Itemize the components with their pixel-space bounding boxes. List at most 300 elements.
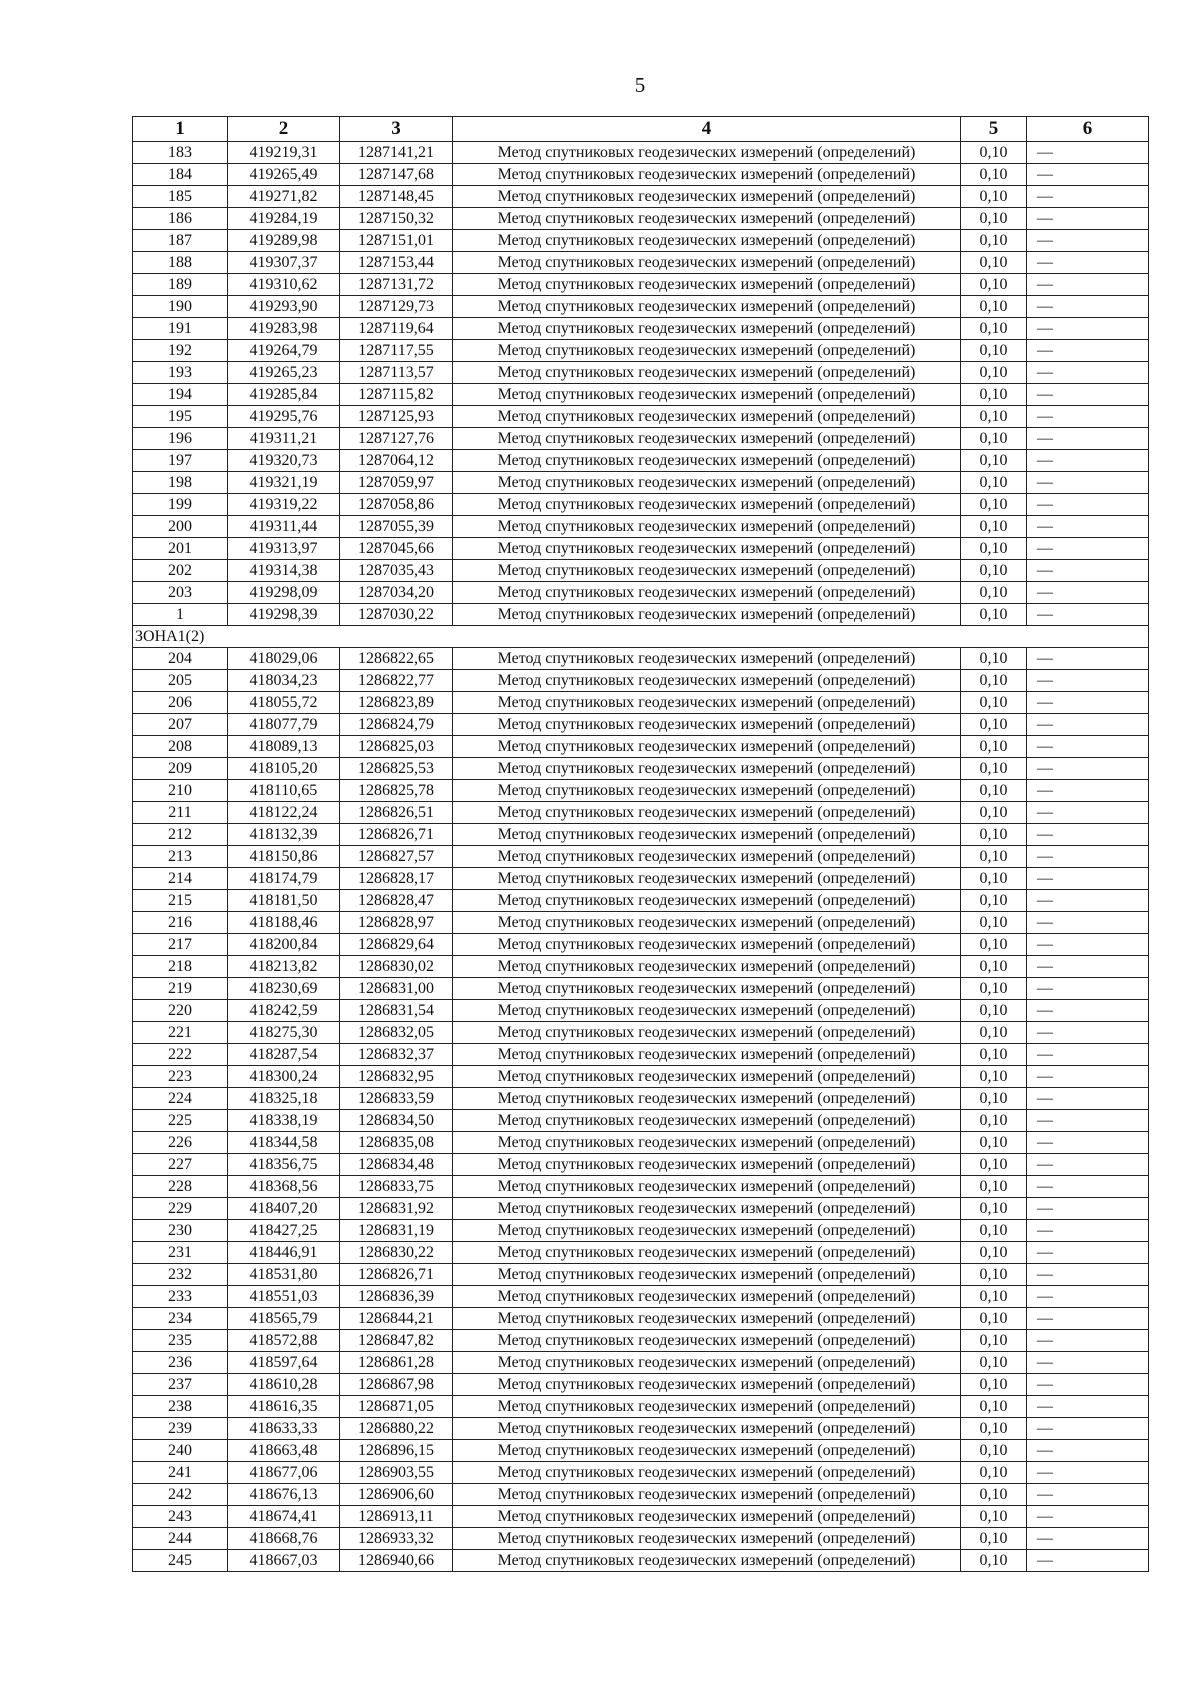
description-cell: —: [1027, 252, 1149, 274]
accuracy-cell: 0,10: [961, 1418, 1027, 1440]
description-cell: —: [1027, 538, 1149, 560]
method-cell: Метод спутниковых геодезических измерений (определений): [453, 208, 961, 230]
table-row: [133, 1022, 1149, 1044]
table-row: [133, 1264, 1149, 1286]
accuracy-cell: 0,10: [961, 1000, 1027, 1022]
x-coordinate-cell: 418663,48: [228, 1440, 340, 1462]
y-coordinate-cell: 1287127,76: [340, 428, 453, 450]
method-cell: Метод спутниковых геодезических измерений (определений): [453, 802, 961, 824]
point-number-cell: 208: [133, 736, 228, 758]
table-row: [133, 1440, 1149, 1462]
y-coordinate-cell: 1286831,19: [340, 1220, 453, 1242]
method-cell: Метод спутниковых геодезических измерений (определений): [453, 846, 961, 868]
method-cell: Метод спутниковых геодезических измерений (определений): [453, 318, 961, 340]
description-cell: —: [1027, 912, 1149, 934]
table-row: [133, 1154, 1149, 1176]
y-coordinate-cell: 1286826,71: [340, 824, 453, 846]
x-coordinate-cell: 419307,37: [228, 252, 340, 274]
table-row: [133, 824, 1149, 846]
description-cell: —: [1027, 780, 1149, 802]
y-coordinate-cell: 1286826,51: [340, 802, 453, 824]
accuracy-cell: 0,10: [961, 1462, 1027, 1484]
description-cell: —: [1027, 1154, 1149, 1176]
accuracy-cell: 0,10: [961, 978, 1027, 1000]
description-cell: —: [1027, 472, 1149, 494]
y-coordinate-cell: 1287131,72: [340, 274, 453, 296]
accuracy-cell: 0,10: [961, 1330, 1027, 1352]
y-coordinate-cell: 1287125,93: [340, 406, 453, 428]
description-cell: —: [1027, 1330, 1149, 1352]
method-cell: Метод спутниковых геодезических измерений (определений): [453, 1022, 961, 1044]
x-coordinate-cell: 418674,41: [228, 1506, 340, 1528]
table-row: [133, 494, 1149, 516]
point-number-cell: 241: [133, 1462, 228, 1484]
description-cell: —: [1027, 1418, 1149, 1440]
y-coordinate-cell: 1286880,22: [340, 1418, 453, 1440]
method-cell: Метод спутниковых геодезических измерений (определений): [453, 1396, 961, 1418]
y-coordinate-cell: 1286826,71: [340, 1264, 453, 1286]
y-coordinate-cell: 1286823,89: [340, 692, 453, 714]
y-coordinate-cell: 1287035,43: [340, 560, 453, 582]
point-number-cell: 186: [133, 208, 228, 230]
point-number-cell: 199: [133, 494, 228, 516]
description-cell: —: [1027, 1066, 1149, 1088]
accuracy-cell: 0,10: [961, 538, 1027, 560]
method-cell: Метод спутниковых геодезических измерений (определений): [453, 934, 961, 956]
x-coordinate-cell: 418551,03: [228, 1286, 340, 1308]
point-number-cell: 236: [133, 1352, 228, 1374]
table-row: [133, 516, 1149, 538]
accuracy-cell: 0,10: [961, 1352, 1027, 1374]
x-coordinate-cell: 418077,79: [228, 714, 340, 736]
table-row: [133, 1374, 1149, 1396]
x-coordinate-cell: 418110,65: [228, 780, 340, 802]
table-row: [133, 274, 1149, 296]
point-number-cell: 203: [133, 582, 228, 604]
method-cell: Метод спутниковых геодезических измерений (определений): [453, 824, 961, 846]
point-number-cell: 194: [133, 384, 228, 406]
x-coordinate-cell: 419271,82: [228, 186, 340, 208]
y-coordinate-cell: 1287141,21: [340, 142, 453, 164]
method-cell: Метод спутниковых геодезических измерений (определений): [453, 1220, 961, 1242]
table-row: [133, 670, 1149, 692]
table-row: [133, 692, 1149, 714]
accuracy-cell: 0,10: [961, 890, 1027, 912]
accuracy-cell: 0,10: [961, 142, 1027, 164]
description-cell: —: [1027, 978, 1149, 1000]
point-number-cell: 231: [133, 1242, 228, 1264]
y-coordinate-cell: 1286830,02: [340, 956, 453, 978]
point-number-cell: 1: [133, 604, 228, 626]
point-number-cell: 190: [133, 296, 228, 318]
point-number-cell: 188: [133, 252, 228, 274]
method-cell: Метод спутниковых геодезических измерений (определений): [453, 1132, 961, 1154]
description-cell: —: [1027, 604, 1149, 626]
method-cell: Метод спутниковых геодезических измерений (определений): [453, 560, 961, 582]
point-number-cell: 202: [133, 560, 228, 582]
accuracy-cell: 0,10: [961, 1044, 1027, 1066]
y-coordinate-cell: 1287034,20: [340, 582, 453, 604]
x-coordinate-cell: 418132,39: [228, 824, 340, 846]
y-coordinate-cell: 1287064,12: [340, 450, 453, 472]
description-cell: —: [1027, 406, 1149, 428]
method-cell: Метод спутниковых геодезических измерений (определений): [453, 714, 961, 736]
point-number-cell: 205: [133, 670, 228, 692]
x-coordinate-cell: 419314,38: [228, 560, 340, 582]
y-coordinate-cell: 1286828,47: [340, 890, 453, 912]
method-cell: Метод спутниковых геодезических измерений (определений): [453, 406, 961, 428]
method-cell: Метод спутниковых геодезических измерений (определений): [453, 582, 961, 604]
y-coordinate-cell: 1287113,57: [340, 362, 453, 384]
description-cell: —: [1027, 450, 1149, 472]
table-row: [133, 1242, 1149, 1264]
accuracy-cell: 0,10: [961, 164, 1027, 186]
x-coordinate-cell: 418300,24: [228, 1066, 340, 1088]
table-row: [133, 1000, 1149, 1022]
method-cell: Метод спутниковых геодезических измерений (определений): [453, 472, 961, 494]
method-cell: Метод спутниковых геодезических измерений (определений): [453, 252, 961, 274]
description-cell: —: [1027, 736, 1149, 758]
method-cell: Метод спутниковых геодезических измерений (определений): [453, 1550, 961, 1572]
y-coordinate-cell: 1286825,53: [340, 758, 453, 780]
accuracy-cell: 0,10: [961, 1242, 1027, 1264]
accuracy-cell: 0,10: [961, 802, 1027, 824]
accuracy-cell: 0,10: [961, 1396, 1027, 1418]
accuracy-cell: 0,10: [961, 406, 1027, 428]
point-number-cell: 240: [133, 1440, 228, 1462]
table-row: [133, 318, 1149, 340]
method-cell: Метод спутниковых геодезических измерений (определений): [453, 780, 961, 802]
point-number-cell: 237: [133, 1374, 228, 1396]
method-cell: Метод спутниковых геодезических измерений (определений): [453, 450, 961, 472]
x-coordinate-cell: 418668,76: [228, 1528, 340, 1550]
x-coordinate-cell: 419265,23: [228, 362, 340, 384]
method-cell: Метод спутниковых геодезических измерений (определений): [453, 1374, 961, 1396]
description-cell: —: [1027, 142, 1149, 164]
x-coordinate-cell: 419283,98: [228, 318, 340, 340]
point-number-cell: 245: [133, 1550, 228, 1572]
header-col-5: 5: [961, 117, 1027, 142]
method-cell: Метод спутниковых геодезических измерений (определений): [453, 296, 961, 318]
description-cell: —: [1027, 1198, 1149, 1220]
table-row: [133, 978, 1149, 1000]
x-coordinate-cell: 419293,90: [228, 296, 340, 318]
accuracy-cell: 0,10: [961, 1484, 1027, 1506]
method-cell: Метод спутниковых геодезических измерений (определений): [453, 1506, 961, 1528]
table-row: [133, 1198, 1149, 1220]
description-cell: —: [1027, 1308, 1149, 1330]
x-coordinate-cell: 418089,13: [228, 736, 340, 758]
table-body: [133, 142, 1149, 1572]
point-number-cell: 195: [133, 406, 228, 428]
point-number-cell: 235: [133, 1330, 228, 1352]
x-coordinate-cell: 418105,20: [228, 758, 340, 780]
method-cell: Метод спутниковых геодезических измерений (определений): [453, 978, 961, 1000]
x-coordinate-cell: 418610,28: [228, 1374, 340, 1396]
description-cell: —: [1027, 1352, 1149, 1374]
accuracy-cell: 0,10: [961, 758, 1027, 780]
table-row: [133, 186, 1149, 208]
method-cell: Метод спутниковых геодезических измерений (определений): [453, 384, 961, 406]
y-coordinate-cell: 1287059,97: [340, 472, 453, 494]
x-coordinate-cell: 418446,91: [228, 1242, 340, 1264]
y-coordinate-cell: 1287117,55: [340, 340, 453, 362]
point-number-cell: 217: [133, 934, 228, 956]
description-cell: —: [1027, 956, 1149, 978]
accuracy-cell: 0,10: [961, 1286, 1027, 1308]
y-coordinate-cell: 1287129,73: [340, 296, 453, 318]
x-coordinate-cell: 419265,49: [228, 164, 340, 186]
x-coordinate-cell: 419311,44: [228, 516, 340, 538]
accuracy-cell: 0,10: [961, 1374, 1027, 1396]
method-cell: Метод спутниковых геодезических измерений (определений): [453, 1198, 961, 1220]
point-number-cell: 232: [133, 1264, 228, 1286]
y-coordinate-cell: 1286913,11: [340, 1506, 453, 1528]
table-row: [133, 1044, 1149, 1066]
table-row: [133, 1330, 1149, 1352]
x-coordinate-cell: 418565,79: [228, 1308, 340, 1330]
table-row: [133, 1220, 1149, 1242]
y-coordinate-cell: 1286861,28: [340, 1352, 453, 1374]
method-cell: Метод спутниковых геодезических измерений (определений): [453, 1176, 961, 1198]
zone-row-blank: [228, 626, 1149, 648]
point-number-cell: 187: [133, 230, 228, 252]
y-coordinate-cell: 1286835,08: [340, 1132, 453, 1154]
description-cell: —: [1027, 1506, 1149, 1528]
y-coordinate-cell: 1287058,86: [340, 494, 453, 516]
zone-label: ЗОНА1(2): [133, 626, 228, 648]
description-cell: —: [1027, 428, 1149, 450]
table-row: [133, 736, 1149, 758]
x-coordinate-cell: 418029,06: [228, 648, 340, 670]
accuracy-cell: 0,10: [961, 1022, 1027, 1044]
table-header: [133, 117, 1149, 142]
x-coordinate-cell: 419319,22: [228, 494, 340, 516]
accuracy-cell: 0,10: [961, 1198, 1027, 1220]
table-row: [133, 1462, 1149, 1484]
accuracy-cell: 0,10: [961, 450, 1027, 472]
method-cell: Метод спутниковых геодезических измерений (определений): [453, 428, 961, 450]
point-number-cell: 192: [133, 340, 228, 362]
description-cell: —: [1027, 1022, 1149, 1044]
description-cell: —: [1027, 1440, 1149, 1462]
accuracy-cell: 0,10: [961, 230, 1027, 252]
accuracy-cell: 0,10: [961, 318, 1027, 340]
table-row: [133, 1132, 1149, 1154]
table-row: [133, 1396, 1149, 1418]
table-row: [133, 472, 1149, 494]
y-coordinate-cell: 1287055,39: [340, 516, 453, 538]
y-coordinate-cell: 1286833,59: [340, 1088, 453, 1110]
method-cell: Метод спутниковых геодезических измерений (определений): [453, 890, 961, 912]
table-row: [133, 538, 1149, 560]
y-coordinate-cell: 1286824,79: [340, 714, 453, 736]
y-coordinate-cell: 1286832,95: [340, 1066, 453, 1088]
y-coordinate-cell: 1286903,55: [340, 1462, 453, 1484]
table-row: [133, 934, 1149, 956]
method-cell: Метод спутниковых геодезических измерений (определений): [453, 1330, 961, 1352]
method-cell: Метод спутниковых геодезических измерений (определений): [453, 956, 961, 978]
accuracy-cell: 0,10: [961, 1154, 1027, 1176]
method-cell: Метод спутниковых геодезических измерений (определений): [453, 1088, 961, 1110]
point-number-cell: 201: [133, 538, 228, 560]
description-cell: —: [1027, 1264, 1149, 1286]
x-coordinate-cell: 419321,19: [228, 472, 340, 494]
method-cell: Метод спутниковых геодезических измерений (определений): [453, 1308, 961, 1330]
x-coordinate-cell: 419295,76: [228, 406, 340, 428]
description-cell: —: [1027, 1374, 1149, 1396]
accuracy-cell: 0,10: [961, 582, 1027, 604]
description-cell: —: [1027, 186, 1149, 208]
description-cell: —: [1027, 1088, 1149, 1110]
description-cell: —: [1027, 1528, 1149, 1550]
y-coordinate-cell: 1287147,68: [340, 164, 453, 186]
header-col-4: 4: [453, 117, 961, 142]
x-coordinate-cell: 418572,88: [228, 1330, 340, 1352]
x-coordinate-cell: 419298,09: [228, 582, 340, 604]
table-row: [133, 1110, 1149, 1132]
point-number-cell: 229: [133, 1198, 228, 1220]
description-cell: —: [1027, 692, 1149, 714]
point-number-cell: 228: [133, 1176, 228, 1198]
y-coordinate-cell: 1286847,82: [340, 1330, 453, 1352]
y-coordinate-cell: 1286828,17: [340, 868, 453, 890]
point-number-cell: 218: [133, 956, 228, 978]
table-row: [133, 802, 1149, 824]
description-cell: —: [1027, 1220, 1149, 1242]
description-cell: —: [1027, 1396, 1149, 1418]
accuracy-cell: 0,10: [961, 1220, 1027, 1242]
x-coordinate-cell: 418338,19: [228, 1110, 340, 1132]
accuracy-cell: 0,10: [961, 1066, 1027, 1088]
y-coordinate-cell: 1286836,39: [340, 1286, 453, 1308]
description-cell: —: [1027, 516, 1149, 538]
method-cell: Метод спутниковых геодезических измерений (определений): [453, 1352, 961, 1374]
description-cell: —: [1027, 362, 1149, 384]
y-coordinate-cell: 1286832,37: [340, 1044, 453, 1066]
accuracy-cell: 0,10: [961, 604, 1027, 626]
y-coordinate-cell: 1286828,97: [340, 912, 453, 934]
x-coordinate-cell: 418427,25: [228, 1220, 340, 1242]
table-row: [133, 846, 1149, 868]
method-cell: Метод спутниковых геодезических измерений (определений): [453, 516, 961, 538]
method-cell: Метод спутниковых геодезических измерений (определений): [453, 868, 961, 890]
description-cell: —: [1027, 1044, 1149, 1066]
table-row: [133, 780, 1149, 802]
accuracy-cell: 0,10: [961, 956, 1027, 978]
accuracy-cell: 0,10: [961, 516, 1027, 538]
point-number-cell: 215: [133, 890, 228, 912]
accuracy-cell: 0,10: [961, 846, 1027, 868]
accuracy-cell: 0,10: [961, 1264, 1027, 1286]
y-coordinate-cell: 1286831,92: [340, 1198, 453, 1220]
table-row: [133, 1352, 1149, 1374]
point-number-cell: 221: [133, 1022, 228, 1044]
accuracy-cell: 0,10: [961, 428, 1027, 450]
method-cell: Метод спутниковых геодезических измерений (определений): [453, 538, 961, 560]
accuracy-cell: 0,10: [961, 252, 1027, 274]
x-coordinate-cell: 419284,19: [228, 208, 340, 230]
point-number-cell: 200: [133, 516, 228, 538]
accuracy-cell: 0,10: [961, 186, 1027, 208]
x-coordinate-cell: 418676,13: [228, 1484, 340, 1506]
description-cell: —: [1027, 318, 1149, 340]
y-coordinate-cell: 1287150,32: [340, 208, 453, 230]
x-coordinate-cell: 419298,39: [228, 604, 340, 626]
point-number-cell: 243: [133, 1506, 228, 1528]
header-col-2: 2: [228, 117, 340, 142]
table-row: [133, 142, 1149, 164]
method-cell: Метод спутниковых геодезических измерений (определений): [453, 1418, 961, 1440]
description-cell: —: [1027, 934, 1149, 956]
accuracy-cell: 0,10: [961, 1528, 1027, 1550]
accuracy-cell: 0,10: [961, 1506, 1027, 1528]
description-cell: —: [1027, 296, 1149, 318]
description-cell: —: [1027, 802, 1149, 824]
accuracy-cell: 0,10: [961, 1308, 1027, 1330]
point-number-cell: 220: [133, 1000, 228, 1022]
table-row: [133, 450, 1149, 472]
y-coordinate-cell: 1286896,15: [340, 1440, 453, 1462]
accuracy-cell: 0,10: [961, 494, 1027, 516]
point-number-cell: 196: [133, 428, 228, 450]
x-coordinate-cell: 418616,35: [228, 1396, 340, 1418]
x-coordinate-cell: 418188,46: [228, 912, 340, 934]
y-coordinate-cell: 1286833,75: [340, 1176, 453, 1198]
table-row: [133, 758, 1149, 780]
accuracy-cell: 0,10: [961, 208, 1027, 230]
point-number-cell: 184: [133, 164, 228, 186]
table-row: [133, 164, 1149, 186]
table-row: [133, 560, 1149, 582]
x-coordinate-cell: 418531,80: [228, 1264, 340, 1286]
header-col-3: 3: [340, 117, 453, 142]
y-coordinate-cell: 1286834,50: [340, 1110, 453, 1132]
point-number-cell: 230: [133, 1220, 228, 1242]
table-row: [133, 1286, 1149, 1308]
accuracy-cell: 0,10: [961, 1550, 1027, 1572]
method-cell: Метод спутниковых геодезических измерений (определений): [453, 186, 961, 208]
method-cell: Метод спутниковых геодезических измерений (определений): [453, 1528, 961, 1550]
point-number-cell: 183: [133, 142, 228, 164]
method-cell: Метод спутниковых геодезических измерений (определений): [453, 164, 961, 186]
x-coordinate-cell: 418287,54: [228, 1044, 340, 1066]
y-coordinate-cell: 1286830,22: [340, 1242, 453, 1264]
method-cell: Метод спутниковых геодезических измерений (определений): [453, 1484, 961, 1506]
point-number-cell: 204: [133, 648, 228, 670]
method-cell: Метод спутниковых геодезических измерений (определений): [453, 1286, 961, 1308]
accuracy-cell: 0,10: [961, 670, 1027, 692]
method-cell: Метод спутниковых геодезических измерений (определений): [453, 1066, 961, 1088]
header-row: [133, 117, 1149, 142]
method-cell: Метод спутниковых геодезических измерений (определений): [453, 230, 961, 252]
point-number-cell: 226: [133, 1132, 228, 1154]
point-number-cell: 233: [133, 1286, 228, 1308]
point-number-cell: 197: [133, 450, 228, 472]
description-cell: —: [1027, 648, 1149, 670]
description-cell: —: [1027, 1484, 1149, 1506]
description-cell: —: [1027, 208, 1149, 230]
accuracy-cell: 0,10: [961, 1176, 1027, 1198]
accuracy-cell: 0,10: [961, 296, 1027, 318]
point-number-cell: 206: [133, 692, 228, 714]
table-row: [133, 406, 1149, 428]
x-coordinate-cell: 418677,06: [228, 1462, 340, 1484]
accuracy-cell: 0,10: [961, 912, 1027, 934]
x-coordinate-cell: 419310,62: [228, 274, 340, 296]
description-cell: —: [1027, 560, 1149, 582]
accuracy-cell: 0,10: [961, 274, 1027, 296]
